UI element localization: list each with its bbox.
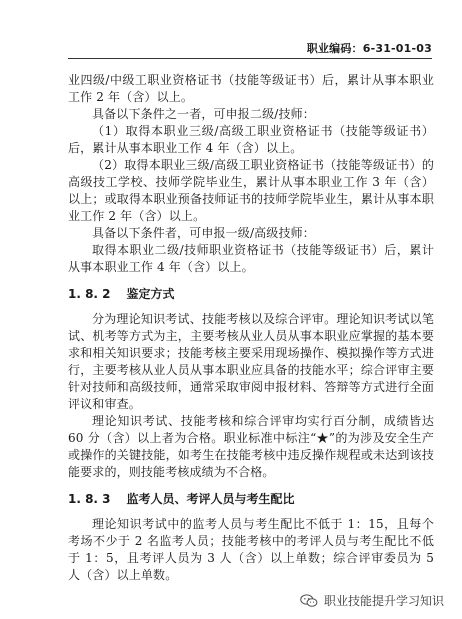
section-heading-1-8-3 — [68, 491, 434, 508]
paragraph: （2）取得本职业三级/高级工职业资格证书（技能等级证书）的高级技工学校、技师学院毕业生，累计从事本职业工作 3 年（含）以上；或取得本职业预备技师证书的技师学院毕业生，累计从事本职业工作 2 年（含）以上。 — [68, 158, 434, 223]
section-number: 1. 8. 2 — [68, 287, 111, 301]
occupation-code: 职业编码：6-31-01-03 — [306, 42, 432, 55]
watermark-text: 职业技能提升学习知识 — [323, 594, 444, 608]
section-heading-1-8-2 — [68, 286, 434, 303]
paragraph: 具备以下条件者，可申报一级/高级技师： — [92, 226, 315, 240]
section-title: 鉴定方式 — [126, 287, 175, 301]
section-title: 监考人员、考评人员与考生配比 — [126, 492, 295, 506]
requirements-paragraphs — [68, 72, 434, 276]
wechat-icon — [300, 594, 318, 608]
paragraph: 业四级/中级工职业资格证书（技能等级证书）后，累计从事本职业工作 2 年（含）以上。 — [68, 73, 434, 104]
paragraph: （1）取得本职业三级/高级工职业资格证书（技能等级证书）后，累计从事本职业工作 4 年（含）以上。 — [68, 124, 434, 155]
watermark — [300, 592, 444, 609]
paragraph: 取得本职业二级/技师职业资格证书（技能等级证书）后，累计从事本职业工作 4 年（含）以上。 — [68, 243, 434, 274]
paragraph: 分为理论知识考试、技能考核以及综合评审。理论知识考试以笔试、机考等方式为主，主要考核从业人员从事本职业应掌握的基本要求和相关知识要求；技能考核主要采用现场操作、模拟操作等方式进行，主要考核从业人员从事本职业应具备的技能水平；综合评审主要针对技师和高级技师，通常采取审阅申报材料、答辩等方式进行全面评议和审查。 — [68, 312, 434, 411]
paragraph: 理论知识考试中的监考人员与考生配比不低于 1：15，且每个考场不少于 2 名监考人员；技能考核中的考评人员与考生配比不低于 1：5，且考评人员为 3 人（含）以上单数；综合评审委员为 5 人（含）以上单数。 — [68, 517, 434, 582]
section-number: 1. 8. 3 — [68, 492, 111, 506]
paragraph: 具备以下条件之一者，可申报二级/技师： — [92, 107, 315, 121]
page-content — [68, 72, 434, 584]
paragraph: 理论知识考试、技能考核和综合评审均实行百分制，成绩皆达 60 分（含）以上者为合格。职业标准中标注“★”的为涉及安全生产或操作的关键技能，如考生在技能考核中违反操作规程或未达到该技能要求的，则技能考核成绩为不合格。 — [68, 414, 434, 479]
header-rule — [68, 58, 432, 59]
